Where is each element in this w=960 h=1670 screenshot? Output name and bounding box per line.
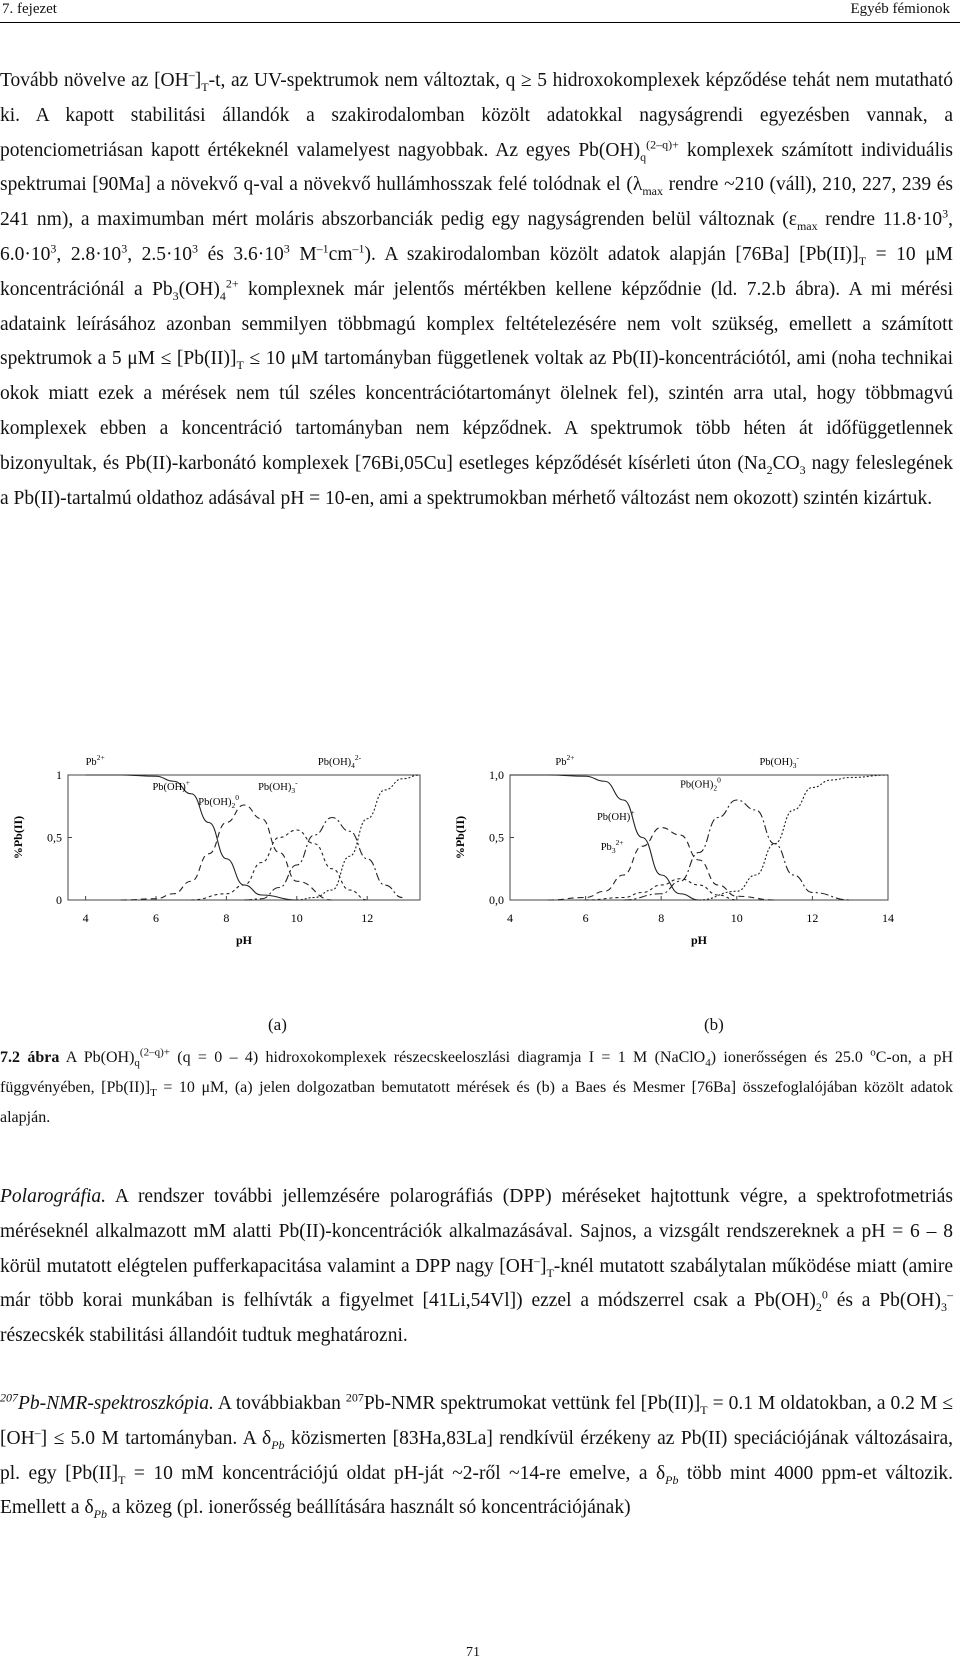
figure-caption: 7.2 ábra A $Pb(OH)_q^{(2-q)+}$ (q = 0 – 4) hidroxokomplexek részecskeeloszlási diagramja I = 1 M (NaClO$_4$) ionerősségen és 25.0 $^o$C-on, a pH függvényében, $[Pb(II)]_T = 10$ μM, (a) jelen dolgozatban bemutatott mérések és (b) a Baes és Mesmer [76Ba] összefoglalójában közölt adatok alapján. — [0, 1046, 954, 1126]
x-tick-label: 6 — [582, 911, 589, 925]
x-axis-label: pH — [235, 933, 253, 947]
y-tick-label: 0,5 — [47, 830, 62, 845]
panel-a-label: (a) — [268, 1015, 287, 1034]
paragraph-uv-spectra: Tovább növelve az $[OH^-]_T-t$, az UV-spektrumok nem változtak, q ≥ 5 hidroxokomplexek képződése tehát nem mutatható ki. A kapott stabilitási állandók a szakirodalomban közölt adatokkal nagyságrendi egyezésben vannak, a potenciometriásan kapott értékeknél valamelyest nagyobbak. Az egyes $Pb(OH)_q^{(2-q)+}$ komplexek számított individuális spektrumai [90Ma] a növekvő q-val a növekvő hullámhosszak felé tolódnak el ($\lambda_{max}$ rendre ~210 (váll), 210, 227, 239 és 241 nm), a maximumban mért moláris abszorbanciák pedig egy nagyságrenden belül változnak ($\varepsilon_{max}$ rendre $11.8\cdot 10^3$, $6.0\cdot 10^3$, $2.8\cdot 10^3$, $2.5\cdot 10^3$ és $3.6\cdot 10^3$ $M^{-1}cm^{-1}$). A szakirodalomban közölt adatok alapján [76Ba] $[Pb(II)]_T = 10$ μM koncentrációnál a $Pb_3(OH)_4^{2+}$ komplexnek már jelentős mértékben kellene képződnie (ld. 7.2.b ábra). A mi mérési adataink leírásához azonban semmilyen többmagú komplex feltételezésére nem volt szükség, emellett a számított spektrumok a 5 $\mu M \le [Pb(II)]_T \le 10$ μM tartományban függetlenek voltak az Pb(II)-koncentrációtól, ami (noha technikai okok miatt ezek a mérések nem túl széles koncentrációtartományt ölelnek fel), szintén arra utal, hogy többmagvú komplexek ebben a koncentráció tartományban nem képződnek. A spektrumok több héten át időfüggetlennek bizonyultak, és Pb(II)-karbonátó komplexek [76Bi,05Cu] esetleges képződését kísérleti úton ($Na_2CO_3$ nagy feleslegének a Pb(II)-tartalmú oldathoz adásával pH = 10-en, ami a spektrumokban mérhető változást nem okozott) szintén kizártuk. — [0, 67, 954, 509]
series-label: $Pb_3^{2+}$ — [600, 838, 624, 855]
series-line — [244, 818, 402, 901]
x-axis-label: pH — [690, 933, 708, 947]
x-tick-label: 4 — [82, 911, 89, 925]
distribution-chart-b — [453, 753, 960, 1015]
paragraph-polarography: Polarográfia. A rendszer további jellemzésére polarográfiás (DPP) méréseket hajtottunk végre, a spektrofotmetriás méréseknél alkalmazott mM alatti Pb(II)-koncentrációk alkalmazásával. Sajnos, a vizsgált rendszereknek a pH = 6 – 8 körül mutatott elégtelen pufferkapacitása valamint a DPP nagy $[OH^-]_T$-knél mutatott szabálytalan működése miatt (amire már több korai munkában is felhívták a figyelmet [41Li,54Vl]) ezzel a módszerrel csak a $Pb(OH)_2^0$ és a $Pb(OH)_3^-$ részecskék stabilitási állandóit tudtuk meghatározni. — [0, 1186, 953, 1347]
y-tick-label: 1,0 — [489, 768, 504, 782]
y-tick-label: 0,5 — [489, 830, 504, 845]
x-tick-label: 4 — [507, 911, 513, 925]
series-label: $Pb(OH)_3^-$ — [258, 778, 298, 795]
y-tick-label: 0 — [56, 893, 62, 907]
series-label: Pb(OH)+ — [152, 778, 190, 793]
panel-b-label: (b) — [704, 1015, 724, 1034]
x-tick-label: 12 — [806, 911, 819, 925]
series-label: $Pb^{2+}$ — [555, 753, 575, 768]
distribution-chart-a — [0, 753, 470, 1015]
plot-frame — [68, 775, 420, 900]
y-axis-label: %Pb(II) — [11, 815, 25, 860]
paragraph-nmr: $^{207}$Pb-NMR-spektroszkópia. A továbbiakban $^{207}$Pb-NMR spektrumokat vettünk fel $[Pb(II)]_T = 0.1$ M oldatokban, a 0.2 M ≤ [OH–] ≤ 5.0 M tartományban. A $\delta_{Pb}$ közismerten [83Ha,83La] rendkívül érzékeny az Pb(II) speciációjának változásaira, pl. egy [$Pb(II]_T = 10$ mM koncentrációjú oldat pH-ját ~2-ről ~14-re emelve, a $\delta_{Pb}$ több mint 4000 ppm-et változik. Emellett a $\delta_{Pb}$ a közeg (pl. ionerősség beállítására használt só koncentrációjának) — [0, 1390, 954, 1522]
series-line — [297, 775, 420, 900]
x-tick-label: 10 — [730, 911, 743, 925]
x-tick-label: 6 — [153, 911, 159, 925]
running-header — [0, 0, 960, 23]
x-tick-label: 12 — [361, 911, 374, 925]
series-line — [510, 775, 699, 900]
x-tick-label: 10 — [290, 911, 303, 925]
section-label: Egyéb fémionok — [850, 1, 950, 17]
series-line — [548, 828, 775, 901]
y-tick-label: 1 — [56, 768, 62, 782]
y-tick-label: 0,0 — [489, 893, 504, 907]
y-axis-label: %Pb(II) — [453, 815, 467, 860]
x-tick-label: 8 — [658, 911, 665, 925]
series-label: $Pb^{2+}$ — [85, 753, 105, 768]
series-label: $Pb(OH)_3^-$ — [759, 753, 799, 770]
x-tick-label: 14 — [882, 911, 894, 925]
page-number: 71 — [466, 1645, 480, 1660]
series-label: $Pb(OH)_4^{2-}$ — [317, 753, 362, 770]
chapter-label: 7. fejezet — [2, 1, 57, 17]
series-label: $Pb(OH)_2^0$ — [680, 775, 721, 793]
plot-frame — [510, 775, 888, 900]
series-line — [699, 775, 888, 900]
series-label: $Pb(OH)_2^0$ — [198, 793, 239, 810]
x-tick-label: 8 — [223, 911, 230, 925]
series-label: Pb(OH)+ — [596, 808, 635, 823]
series-line — [86, 775, 297, 900]
series-line — [121, 805, 332, 900]
